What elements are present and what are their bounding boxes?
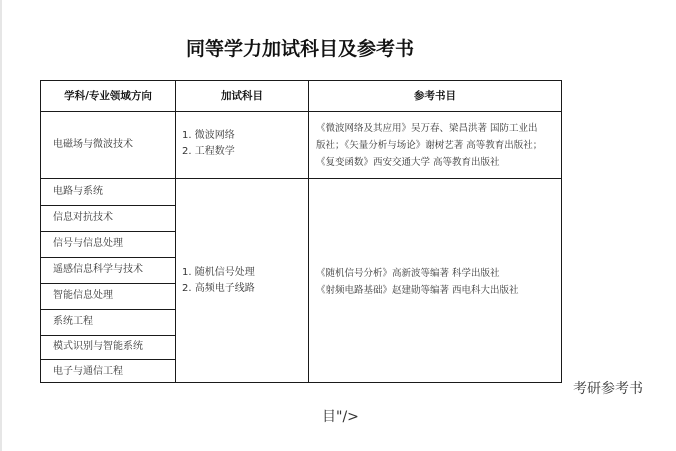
table-border-bottom: [40, 382, 562, 383]
subjects-table: [40, 80, 562, 383]
group2-references: [316, 265, 519, 299]
group2-subjects: [182, 266, 255, 295]
group2-ref-line-2: 《射频电路基础》赵建勋等编著 西电科大出版社: [316, 285, 519, 296]
page-left-edge: [0, 0, 2, 451]
footer-caption-right: 考研参考书: [573, 381, 643, 397]
field-divider-5: [40, 309, 175, 310]
field-intelligent-processing: 智能信息处理: [53, 290, 113, 301]
field-divider-2: [40, 231, 175, 232]
header-field: 学科/专业领域方向: [64, 90, 152, 102]
field-circuits-systems: 电路与系统: [53, 186, 103, 197]
field-signal-processing: 信号与信息处理: [53, 238, 123, 249]
field-info-countermeasure: 信息对抗技术: [53, 212, 113, 223]
group2-subject-1: 1. 随机信号处理: [182, 267, 255, 278]
table-col-divider-1: [175, 80, 176, 383]
header-references: 参考书目: [414, 90, 456, 102]
document-title: 同等学力加试科目及参考书: [185, 38, 414, 60]
field-pattern-recognition: 模式识别与智能系统: [53, 341, 143, 352]
table-border-left: [40, 80, 41, 383]
table-row1-divider: [40, 178, 562, 179]
group1-subject-1: 1. 微波网络: [182, 130, 235, 141]
group1-subject-2: 2. 工程数学: [182, 146, 235, 157]
table-border-right: [561, 80, 562, 383]
group1-references: [316, 120, 542, 171]
group1-ref-line-2: 版社；《矢量分析与场论》谢树艺著 高等教育出版社；: [316, 140, 543, 151]
field-divider-4: [40, 283, 175, 284]
group1-subjects: [182, 129, 235, 158]
footer-caption-mid: 目"/>: [322, 409, 359, 425]
group1-ref-line-1: 《微波网络及其应用》吴万春、梁昌洪著 国防工业出: [316, 123, 538, 134]
group2-subject-2: 2. 高频电子线路: [182, 283, 255, 294]
group1-ref-line-3: 《复变函数》西安交通大学 高等教育出版社: [316, 157, 500, 168]
field-divider-3: [40, 257, 175, 258]
field-remote-sensing: 遥感信息科学与技术: [53, 264, 143, 275]
field-systems-engineering: 系统工程: [53, 316, 93, 327]
header-subjects: 加试科目: [221, 90, 263, 102]
field-divider-6: [40, 335, 175, 336]
field-em-microwave: 电磁场与微波技术: [53, 139, 133, 150]
field-divider-1: [40, 205, 175, 206]
group2-ref-line-1: 《随机信号分析》高新波等编著 科学出版社: [316, 268, 500, 279]
table-header-divider: [40, 111, 562, 112]
table-col-divider-2: [308, 80, 309, 383]
field-divider-7: [40, 359, 175, 360]
field-electronic-communication: 电子与通信工程: [53, 366, 123, 377]
table-border-top: [40, 80, 562, 81]
